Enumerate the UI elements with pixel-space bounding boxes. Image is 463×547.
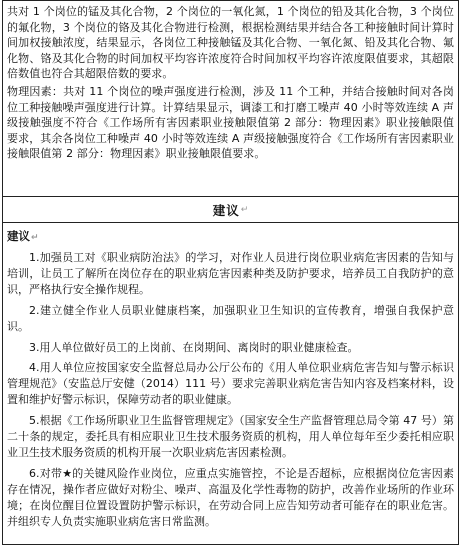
suggestion-body-cell: [3, 223, 458, 546]
section-title: 建议: [212, 202, 240, 218]
suggestion-header-cell: [3, 197, 458, 223]
chemical-factors-paragraph: 共对 1 个岗位的锰及其化合物，2 个岗位的一氧化氮，1 个岗位的铅及其化合物，3 个岗位的氟化物，3 个岗位的铬及其化合物进行检测，根据检测结果并结合各工种接触时间计算时间加权接触浓度，结果显示，各岗位工种接触锰及其化合物、一氧化氮、铅及其化合物、氟化物、铬及其化合物的时间加权平均容许浓度符合时间加权平均容许浓度限值要求，其超限倍数值也符合其超限倍数的要求。: [7, 5, 454, 81]
paragraph-mark-icon: ↵: [240, 204, 249, 215]
suggestion-item-5: 5.根据《工作场所职业卫生监督管理规定》（国家安全生产监督管理总局令第 47 号）第二十条的规定，委托具有相应职业卫生技术服务资质的机构，用人单位每年至少委托相应职业卫生技术服务资质的机构开展一次职业病危害因素检测。: [7, 414, 454, 459]
suggestion-item-6: 6.对带★的关键风险作业岗位，应重点实施管控，不论是否超标，应根据岗位危害因素存在情况，操作者应做好对粉尘、噪声、高温及化学性毒物的防护，改善作业场所的作业环境；在岗位醒目位置设置防护警示标识，在劳动合同上应告知劳动者可能存在的职业危害。并组织专人负责实施职业病危害日常监测。: [7, 466, 454, 528]
report-table: [2, 0, 459, 545]
suggestion-label-text: 建议: [7, 229, 30, 243]
suggestion-item-4: 4.用人单位应按国家安全监督总局办公厅公布的《用人单位职业病危害告知与警示标识管理规范》（安监总厅安健（2014）111 号）要求完善职业病危害告知内容及档案材料，设置和维护好警示标识，保障劳动者的职业健康。: [7, 361, 454, 407]
paragraph-mark-icon: ↵: [31, 233, 39, 243]
suggestion-item-3: 3.用人单位做好员工的上岗前、在岗期间、离岗时的职业健康检查。: [29, 340, 359, 354]
suggestion-item-2: 2.建立健全作业人员职业健康档案，加强职业卫生知识的宣传教育，增强自我保护意识。: [7, 303, 454, 333]
assessment-results-cell: [3, 1, 458, 197]
physical-factors-paragraph: 物理因素：共对 11 个岗位的噪声强度进行检测，涉及 11 个工种，并结合接触时间对各岗位工种接触噪声强度进行计算。计算结果显示，调漆工和打磨工噪声 40 小时等效连续 A 声级接触强度不符合《工作场所有害因素职业接触限值第 2 部分：物理因素》职业接触限值要求，其余各岗位工种噪声 40 小时等效连续 A 声级接触强度符合《工作场所有害因素职业接触限值第 2 部分：物理因素》职业接触限值要求。: [7, 84, 454, 161]
suggestion-label: [7, 228, 454, 244]
suggestion-item-1: 1.加强员工对《职业病防治法》的学习，对作业人员进行岗位职业病危害因素的告知与培训，让员工了解所在岗位存在的职业病危害因素种类及防护要求，培养员工自我防护的意识，严格执行安全操作规程。: [7, 251, 454, 296]
